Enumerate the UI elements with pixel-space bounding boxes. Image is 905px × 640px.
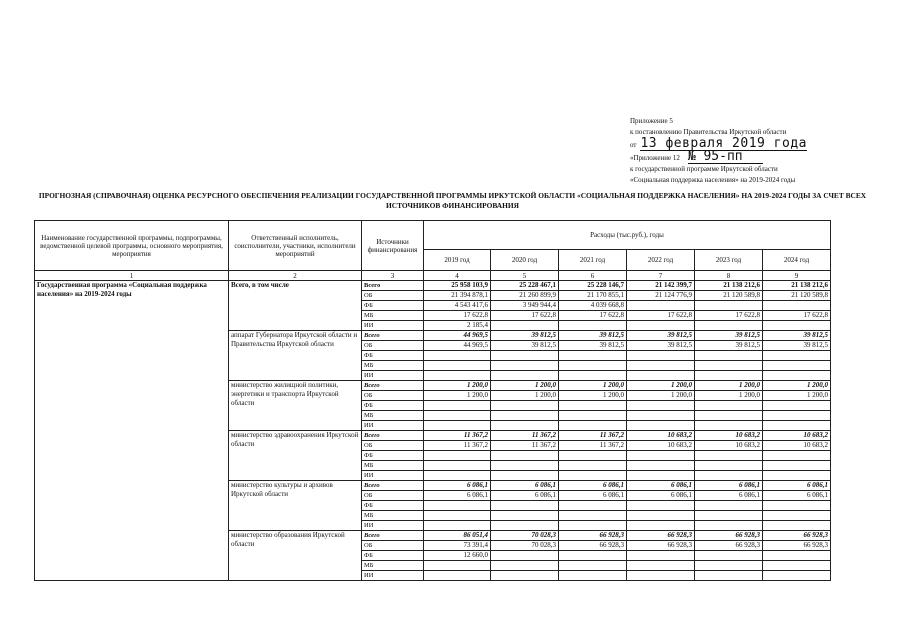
column-number: 4: [424, 271, 491, 281]
value-cell: [559, 351, 627, 361]
value-cell: [424, 471, 491, 481]
value-cell: [627, 421, 695, 431]
value-cell: [695, 511, 763, 521]
value-cell: [695, 321, 763, 331]
value-cell: 1 200,0: [627, 391, 695, 401]
value-cell: 66 928,3: [695, 541, 763, 551]
value-cell: [627, 461, 695, 471]
value-cell: [559, 451, 627, 461]
value-cell: 1 200,0: [627, 381, 695, 391]
value-cell: 1 200,0: [695, 391, 763, 401]
source-cell: ИИ: [362, 371, 424, 381]
value-cell: 25 958 103,9: [424, 281, 491, 291]
resource-table-wrapper: [34, 220, 831, 581]
value-cell: [763, 471, 831, 481]
source-cell: Всего: [362, 481, 424, 491]
value-cell: 11 367,2: [559, 431, 627, 441]
value-cell: [559, 371, 627, 381]
resource-table: [34, 220, 831, 581]
value-cell: 10 683,2: [627, 441, 695, 451]
value-cell: 3 949 944,4: [491, 301, 559, 311]
value-cell: 66 928,3: [763, 531, 831, 541]
column-number: 9: [763, 271, 831, 281]
header-executor-col: Ответственный исполнитель, соисполнители, участники, исполнители мероприятий: [229, 221, 362, 271]
column-number: 6: [559, 271, 627, 281]
value-cell: [627, 371, 695, 381]
value-cell: 6 086,1: [627, 481, 695, 491]
source-cell: МБ: [362, 411, 424, 421]
source-cell: ФБ: [362, 401, 424, 411]
value-cell: 66 928,3: [559, 531, 627, 541]
value-cell: 11 367,2: [424, 441, 491, 451]
value-cell: 17 622,8: [559, 311, 627, 321]
column-number: 5: [491, 271, 559, 281]
value-cell: 1 200,0: [763, 391, 831, 401]
value-cell: [627, 411, 695, 421]
value-cell: 66 928,3: [627, 531, 695, 541]
value-cell: [763, 401, 831, 411]
value-cell: 10 683,2: [695, 441, 763, 451]
column-number: 3: [362, 271, 424, 281]
value-cell: 17 622,8: [627, 311, 695, 321]
header-source-col: Источники финансирования: [362, 221, 424, 271]
source-cell: ОБ: [362, 341, 424, 351]
value-cell: [763, 551, 831, 561]
value-cell: 39 812,5: [627, 331, 695, 341]
value-cell: 21 260 899,9: [491, 291, 559, 301]
source-cell: Всего: [362, 531, 424, 541]
value-cell: 6 086,1: [491, 491, 559, 501]
source-cell: МБ: [362, 511, 424, 521]
value-cell: 6 086,1: [491, 481, 559, 491]
table-row: [35, 281, 831, 291]
decree-ref: к постановлению Правительства Иркутской области: [630, 128, 787, 136]
value-cell: 21 120 589,8: [763, 291, 831, 301]
value-cell: 1 200,0: [763, 381, 831, 391]
source-cell: ОБ: [362, 391, 424, 401]
column-number: 7: [627, 271, 695, 281]
value-cell: 66 928,3: [763, 541, 831, 551]
value-cell: 17 622,8: [763, 311, 831, 321]
value-cell: [763, 451, 831, 461]
value-cell: 6 086,1: [559, 491, 627, 501]
executor-cell: министерство здравоохранения Иркутской области: [229, 431, 362, 481]
header-expenses: Расходы (тыс.руб.), годы: [424, 221, 831, 250]
value-cell: [424, 411, 491, 421]
value-cell: [424, 421, 491, 431]
value-cell: [695, 301, 763, 311]
value-cell: [695, 421, 763, 431]
executor-cell: министерство образования Иркутской области: [229, 531, 362, 581]
appendix12-label: «Приложение 12: [630, 154, 680, 162]
value-cell: [559, 361, 627, 371]
value-cell: [763, 421, 831, 431]
value-cell: 17 622,8: [695, 311, 763, 321]
value-cell: 1 200,0: [424, 391, 491, 401]
value-cell: [424, 401, 491, 411]
value-cell: [559, 561, 627, 571]
source-cell: ОБ: [362, 441, 424, 451]
column-number: 8: [695, 271, 763, 281]
value-cell: 6 086,1: [424, 481, 491, 491]
value-cell: 39 812,5: [763, 341, 831, 351]
value-cell: 1 200,0: [559, 381, 627, 391]
value-cell: [695, 361, 763, 371]
document-title: ПРОГНОЗНАЯ (СПРАВОЧНАЯ) ОЦЕНКА РЕСУРСНОГО ОБЕСПЕЧЕНИЯ РЕАЛИЗАЦИИ ГОСУДАРСТВЕННОЙ ПРОГРАММЫ ИРКУТСКОЙ ОБЛАСТИ «СОЦИАЛЬНАЯ ПОДДЕРЖКА НАСЕЛЕНИЯ» НА 2019-2024 ГОДЫ ЗА СЧЕТ ВСЕХ ИСТОЧНИКОВ ФИНАНСИРОВАНИЯ: [38, 191, 867, 210]
value-cell: [559, 321, 627, 331]
value-cell: [491, 371, 559, 381]
source-cell: МБ: [362, 561, 424, 571]
source-cell: ИИ: [362, 321, 424, 331]
source-cell: ФБ: [362, 451, 424, 461]
header-year: 2021 год: [559, 250, 627, 271]
value-cell: [763, 561, 831, 571]
source-cell: ИИ: [362, 421, 424, 431]
value-cell: [424, 571, 491, 581]
value-cell: 39 812,5: [695, 341, 763, 351]
executor-cell: Всего, в том числе: [229, 281, 362, 331]
value-cell: [763, 501, 831, 511]
header-name-col: Наименование государственной программы, подпрограммы, ведомственной целевой программы, основного мероприятия, мероприятия: [35, 221, 229, 271]
value-cell: [559, 511, 627, 521]
value-cell: 44 969,5: [424, 341, 491, 351]
value-cell: 39 812,5: [491, 341, 559, 351]
header-year: 2019 год: [424, 250, 491, 271]
value-cell: [695, 471, 763, 481]
value-cell: 2 185,4: [424, 321, 491, 331]
value-cell: [695, 571, 763, 581]
source-cell: МБ: [362, 461, 424, 471]
value-cell: [695, 551, 763, 561]
value-cell: [424, 521, 491, 531]
value-cell: [695, 351, 763, 361]
value-cell: [627, 521, 695, 531]
value-cell: [491, 471, 559, 481]
value-cell: [491, 421, 559, 431]
column-number: 1: [35, 271, 229, 281]
value-cell: [627, 511, 695, 521]
value-cell: 11 367,2: [424, 431, 491, 441]
value-cell: 21 394 878,1: [424, 291, 491, 301]
appendix-label: Приложение 5: [630, 117, 673, 125]
value-cell: 39 812,5: [627, 341, 695, 351]
value-cell: [491, 511, 559, 521]
value-cell: 6 086,1: [763, 481, 831, 491]
value-cell: 86 051,4: [424, 531, 491, 541]
value-cell: 39 812,5: [559, 331, 627, 341]
executor-cell: министерство жилищной политики, энергетики и транспорта Иркутской области: [229, 381, 362, 431]
value-cell: [695, 501, 763, 511]
value-cell: [695, 401, 763, 411]
value-cell: [559, 471, 627, 481]
value-cell: [559, 401, 627, 411]
value-cell: [763, 461, 831, 471]
value-cell: 25 228 146,7: [559, 281, 627, 291]
value-cell: [491, 461, 559, 471]
source-cell: ОБ: [362, 291, 424, 301]
value-cell: [627, 401, 695, 411]
source-cell: ФБ: [362, 501, 424, 511]
value-cell: 44 969,5: [424, 331, 491, 341]
source-cell: МБ: [362, 311, 424, 321]
value-cell: [763, 321, 831, 331]
value-cell: [491, 451, 559, 461]
value-cell: [491, 551, 559, 561]
value-cell: [424, 461, 491, 471]
executor-cell: министерство культуры и архивов Иркутской области: [229, 481, 362, 531]
value-cell: [424, 511, 491, 521]
value-cell: [695, 371, 763, 381]
value-cell: [424, 561, 491, 571]
value-cell: [763, 361, 831, 371]
value-cell: 11 367,2: [559, 441, 627, 451]
appendix-header: [630, 116, 890, 186]
value-cell: 21 138 212,6: [695, 281, 763, 291]
value-cell: [424, 371, 491, 381]
source-cell: ФБ: [362, 351, 424, 361]
value-cell: [627, 351, 695, 361]
value-cell: [695, 521, 763, 531]
value-cell: [559, 571, 627, 581]
value-cell: 6 086,1: [695, 481, 763, 491]
value-cell: [627, 551, 695, 561]
value-cell: [627, 561, 695, 571]
value-cell: 39 812,5: [491, 331, 559, 341]
value-cell: [627, 451, 695, 461]
source-cell: ФБ: [362, 301, 424, 311]
value-cell: [491, 321, 559, 331]
value-cell: 21 142 399,7: [627, 281, 695, 291]
source-cell: ФБ: [362, 551, 424, 561]
value-cell: [491, 411, 559, 421]
header-year: 2023 год: [695, 250, 763, 271]
value-cell: 1 200,0: [491, 381, 559, 391]
value-cell: [559, 501, 627, 511]
ot-label: от: [630, 141, 637, 149]
decree-date: 13 февраля 2019 года: [640, 136, 808, 151]
value-cell: [695, 451, 763, 461]
source-cell: ОБ: [362, 541, 424, 551]
source-cell: ОБ: [362, 491, 424, 501]
value-cell: [559, 421, 627, 431]
value-cell: 25 228 467,1: [491, 281, 559, 291]
value-cell: 1 200,0: [424, 381, 491, 391]
value-cell: [627, 361, 695, 371]
value-cell: 66 928,3: [627, 541, 695, 551]
value-cell: [763, 571, 831, 581]
value-cell: [559, 551, 627, 561]
value-cell: [763, 351, 831, 361]
value-cell: 11 367,2: [491, 441, 559, 451]
value-cell: 6 086,1: [695, 491, 763, 501]
value-cell: [491, 501, 559, 511]
value-cell: 4 543 417,6: [424, 301, 491, 311]
value-cell: [491, 361, 559, 371]
value-cell: [695, 411, 763, 421]
value-cell: 1 200,0: [559, 391, 627, 401]
table-colnum-row: [35, 271, 831, 281]
decree-number: № 95-пп: [688, 150, 763, 164]
value-cell: 21 120 589,8: [695, 291, 763, 301]
source-cell: ИИ: [362, 471, 424, 481]
value-cell: [559, 411, 627, 421]
value-cell: 66 928,3: [695, 531, 763, 541]
source-cell: МБ: [362, 361, 424, 371]
value-cell: [491, 561, 559, 571]
header-year: 2024 год: [763, 250, 831, 271]
decree-number-line: [630, 151, 890, 164]
value-cell: 10 683,2: [763, 441, 831, 451]
value-cell: [627, 571, 695, 581]
value-cell: 66 928,3: [559, 541, 627, 551]
column-number: 2: [229, 271, 362, 281]
value-cell: 10 683,2: [695, 431, 763, 441]
value-cell: 12 660,0: [424, 551, 491, 561]
value-cell: [559, 521, 627, 531]
source-cell: Всего: [362, 381, 424, 391]
value-cell: 1 200,0: [695, 381, 763, 391]
value-cell: [491, 521, 559, 531]
value-cell: 17 622,8: [424, 311, 491, 321]
value-cell: 6 086,1: [424, 491, 491, 501]
program-name-ref: «Социальная поддержка населения» на 2019-2024 годы: [630, 176, 796, 184]
value-cell: 4 039 668,8: [559, 301, 627, 311]
program-ref: к государственной программе Иркутской области: [630, 165, 778, 173]
value-cell: 21 170 855,1: [559, 291, 627, 301]
value-cell: 39 812,5: [763, 331, 831, 341]
value-cell: [763, 301, 831, 311]
value-cell: [491, 401, 559, 411]
value-cell: [763, 521, 831, 531]
value-cell: 39 812,5: [559, 341, 627, 351]
value-cell: [559, 461, 627, 471]
value-cell: [491, 571, 559, 581]
source-cell: Всего: [362, 281, 424, 291]
value-cell: [763, 371, 831, 381]
value-cell: 70 028,3: [491, 541, 559, 551]
source-cell: Всего: [362, 331, 424, 341]
value-cell: 39 812,5: [695, 331, 763, 341]
value-cell: 1 200,0: [491, 391, 559, 401]
value-cell: [763, 511, 831, 521]
source-cell: Всего: [362, 431, 424, 441]
value-cell: [627, 321, 695, 331]
value-cell: 10 683,2: [627, 431, 695, 441]
value-cell: [627, 471, 695, 481]
value-cell: [627, 501, 695, 511]
header-year: 2020 год: [491, 250, 559, 271]
value-cell: 6 086,1: [559, 481, 627, 491]
value-cell: [424, 351, 491, 361]
table-header-row: [35, 221, 831, 250]
value-cell: [695, 461, 763, 471]
value-cell: 73 391,4: [424, 541, 491, 551]
value-cell: 17 622,8: [491, 311, 559, 321]
value-cell: 6 086,1: [627, 491, 695, 501]
value-cell: [763, 411, 831, 421]
value-cell: [491, 351, 559, 361]
value-cell: 10 683,2: [763, 431, 831, 441]
value-cell: 11 367,2: [491, 431, 559, 441]
value-cell: [424, 361, 491, 371]
value-cell: [695, 561, 763, 571]
value-cell: 21 124 776,9: [627, 291, 695, 301]
value-cell: [627, 301, 695, 311]
source-cell: ИИ: [362, 521, 424, 531]
value-cell: 21 138 212,6: [763, 281, 831, 291]
value-cell: 6 086,1: [763, 491, 831, 501]
value-cell: [424, 451, 491, 461]
source-cell: ИИ: [362, 571, 424, 581]
header-year: 2022 год: [627, 250, 695, 271]
value-cell: [424, 501, 491, 511]
program-name-cell: Государственная программа «Социальная поддержка населения» на 2019-2024 годы: [35, 281, 229, 581]
executor-cell: аппарат Губернатора Иркутской области и Правительства Иркутской области: [229, 331, 362, 381]
value-cell: 70 028,3: [491, 531, 559, 541]
